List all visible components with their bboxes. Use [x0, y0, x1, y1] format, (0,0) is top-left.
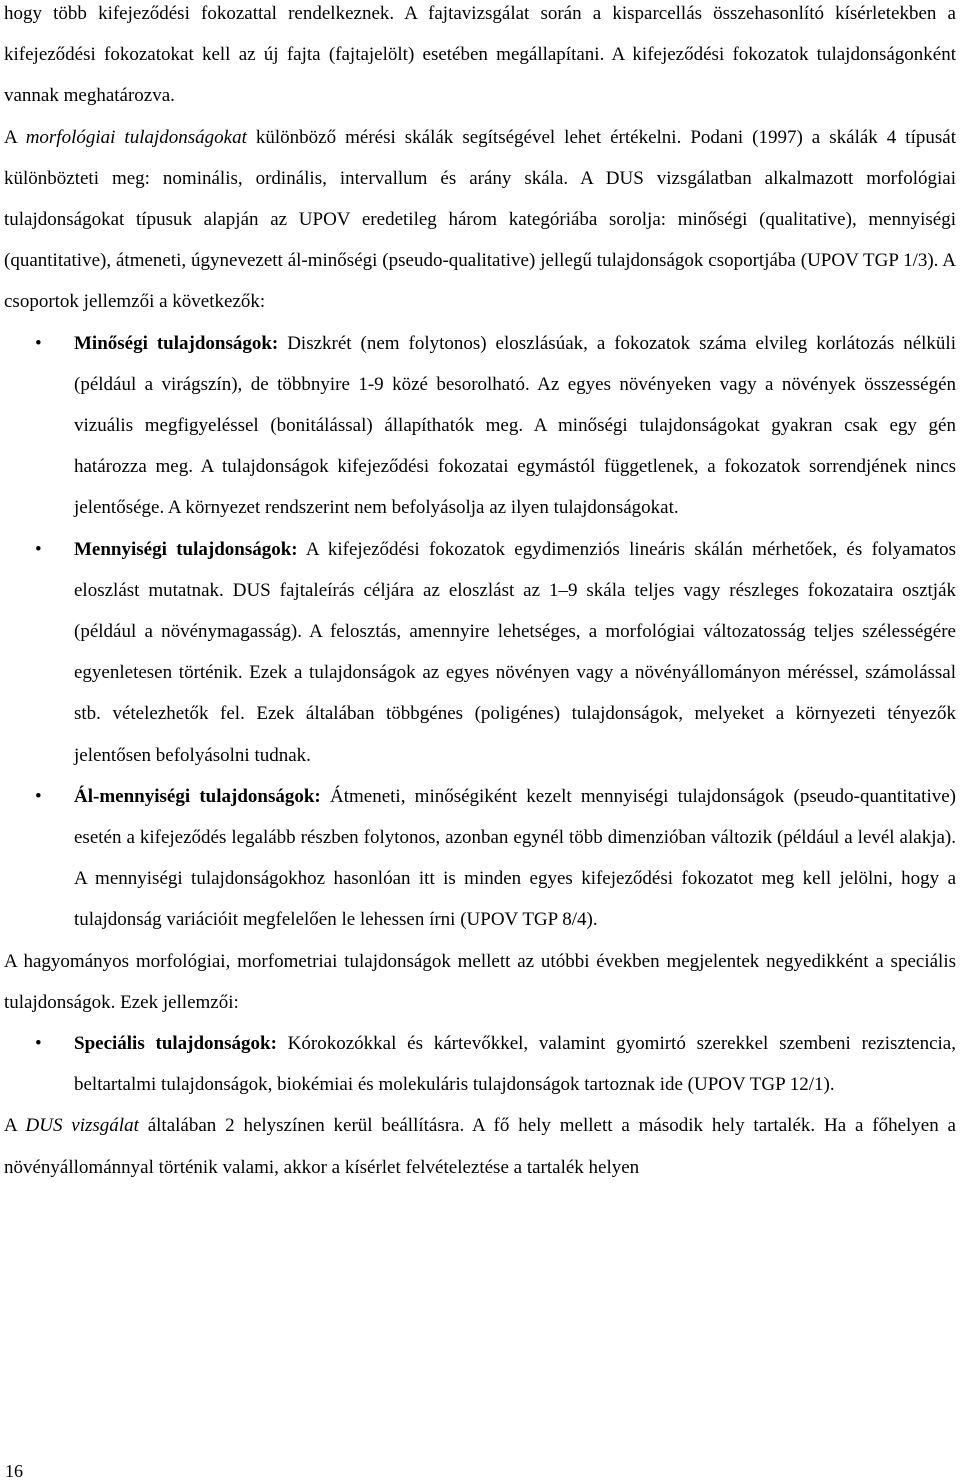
bullet-icon: •	[35, 538, 42, 560]
bullet-icon: •	[35, 332, 42, 354]
term-quantitative: Mennyiségi tulajdonságok:	[74, 538, 298, 560]
text-qualitative: Diszkrét (nem folytonos) eloszlásúak, a fokozatok száma elvileg korlátozás nélküli (például a virágszín), de többnyire 1-9 közé besorolható. Az egyes növényeken vagy a növények összességén vizuális megfigyeléssel (bonitálással) állapíthatók meg. A minőségi tulajdonságokat gyakran csak egy gén határozza meg. A tulajdonságok kifejeződési fokozatai egymástól függetlenek, a fokozatok sorrendjének nincs jelentősége. A környezet rendszerint nem befolyásolja az ilyen tulajdonságokat.	[74, 332, 956, 519]
paragraph-dus-lead: A	[4, 1115, 26, 1137]
paragraph-morphological	[4, 117, 956, 323]
term-pseudo-quantitative: Ál-mennyiségi tulajdonságok:	[74, 785, 321, 807]
bullet-icon: •	[35, 785, 42, 807]
bullet-list-special	[4, 1023, 956, 1105]
list-item-qualitative	[4, 323, 956, 529]
paragraph-morphological-lead: A	[4, 126, 26, 148]
paragraph-morphological-text: különböző mérési skálák segítségével lehet értékelni. Podani (1997) a skálák 4 típusát különbözteti meg: nominális, ordinális, intervallum és arány skála. A DUS vizsgálatban alkalmazott morfológiai tulajdonságokat típusuk alapján az UPOV eredetileg három kategóriába sorolja: minőségi (qualitative), mennyiségi (quantitative), átmeneti, úgynevezett ál-minőségi (pseudo-qualitative) jellegű tulajdonságok csoportjába (UPOV TGP 1/3). A csoportok jellemzői a következők:	[4, 126, 956, 313]
text-special: Kórokozókkal és kártevőkkel, valamint gyomirtó szerekkel szembeni rezisztencia, beltartalmi tulajdonságok, biokémiai és molekuláris tulajdonságok tartoznak ide (UPOV TGP 12/1).	[74, 1033, 956, 1096]
italic-term-dus: DUS vizsgálat	[25, 1115, 139, 1137]
paragraph-dus-text: általában 2 helyszínen kerül beállításra. A fő hely mellett a második hely tartalék. Ha a főhelyen a növényállománnyal történik valami, akkor a kísérlet felvételeztése a tartalék helyen	[4, 1115, 956, 1178]
list-item-quantitative	[4, 529, 956, 776]
paragraph-traditional	[4, 941, 956, 1023]
bullet-icon: •	[35, 1033, 42, 1055]
document-page	[4, 0, 956, 1188]
list-item-pseudo-quantitative	[4, 776, 956, 941]
italic-term-morphological: morfológiai tulajdonságokat	[25, 126, 247, 148]
text-quantitative: A kifejeződési fokozatok egydimenziós lineáris skálán mérhetőek, és folyamatos eloszlást mutatnak. DUS fajtaleírás céljára az eloszlást az 1–9 skála teljes vagy részleges fokozataira osztják (például a növénymagasság). A felosztás, amennyire lehetséges, a morfológiai változatosság teljes szélességére egyenletesen történik. Ezek a tulajdonságok az egyes növényen vagy a növényállományon méréssel, számolással stb. vételezhetők fel. Ezek általában többgénes (poligénes) tulajdonságok, melyeket a környezeti tényezők jelentősen befolyásolni tudnak.	[74, 538, 956, 766]
paragraph-dus-location	[4, 1105, 956, 1187]
term-special: Speciális tulajdonságok:	[74, 1033, 277, 1055]
page-number: 16	[5, 1461, 23, 1481]
list-item-special	[4, 1023, 956, 1105]
paragraph-traditional-text: A hagyományos morfológiai, morfometriai tulajdonságok mellett az utóbbi években megjelentek negyedikként a speciális tulajdonságok. Ezek jellemzői:	[4, 950, 956, 1013]
text-pseudo-quantitative: Átmeneti, minőségiként kezelt mennyiségi tulajdonságok (pseudo-quantitative) esetén a kifejeződés legalább részben folytonos, azonban egynél több dimenzióban változik (például a levél alakja). A mennyiségi tulajdonságokhoz hasonlóan itt is minden egyes kifejeződési fokozatot meg kell jelölni, hogy a tulajdonság variációit megfelelően le lehessen írni (UPOV TGP 8/4).	[74, 785, 956, 931]
bullet-list-categories	[4, 323, 956, 941]
paragraph-intro	[4, 0, 956, 117]
paragraph-intro-text: hogy több kifejeződési fokozattal rendelkeznek. A fajtavizsgálat során a kisparcellás összehasonlító kísérletekben a kifejeződési fokozatokat kell az új fajta (fajtajelölt) esetében megállapítani. A kifejeződési fokozatok tulajdonságonként vannak meghatározva.	[4, 3, 956, 107]
term-qualitative: Minőségi tulajdonságok:	[74, 332, 279, 354]
